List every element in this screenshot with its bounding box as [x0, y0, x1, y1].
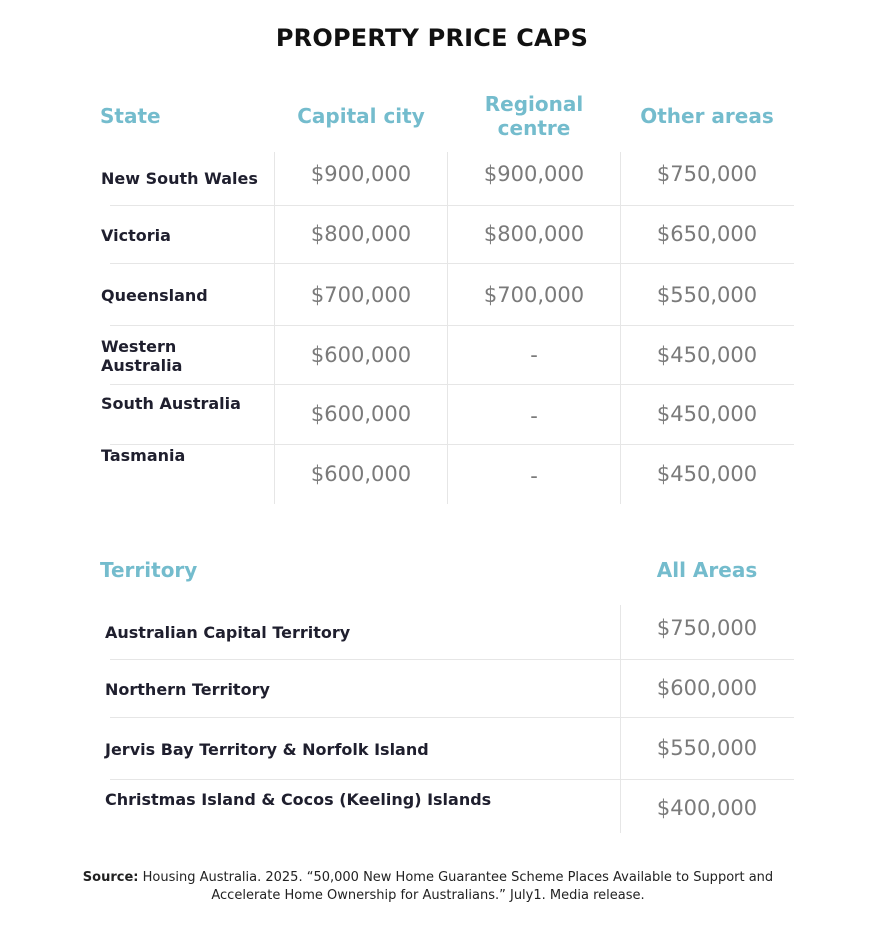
row-divider [110, 384, 794, 385]
capital-city-cap: $600,000 [310, 462, 412, 486]
row-divider [110, 717, 794, 718]
capital-city-cap: $700,000 [310, 283, 412, 307]
header-regional-centre [448, 92, 620, 140]
all-areas-cap: $600,000 [656, 676, 758, 700]
territory-name: Australian Capital Territory [105, 623, 351, 642]
source-text-line1: Housing Australia. 2025. “50,000 New Home Guarantee Scheme Places Available to Support and [142, 870, 774, 885]
header-other-areas: Other areas [640, 104, 774, 128]
other-areas-cap: $450,000 [656, 343, 758, 367]
regional-centre-cap: - [530, 464, 538, 488]
source-label: Source: [82, 870, 139, 885]
source-text-line2: Accelerate Home Ownership for Australians.” July1. Media release. [211, 888, 645, 903]
row-divider [110, 779, 794, 780]
other-areas-cap: $450,000 [656, 462, 758, 486]
header-state: State [100, 104, 161, 128]
state-name-line2: Australia [101, 356, 183, 375]
other-areas-cap: $550,000 [656, 283, 758, 307]
other-areas-cap: $650,000 [656, 222, 758, 246]
state-name: South Australia [101, 394, 241, 413]
capital-city-cap: $900,000 [310, 162, 412, 186]
capital-city-cap: $600,000 [310, 402, 412, 426]
header-regional-line1: Regional [484, 92, 584, 116]
capital-city-cap: $600,000 [310, 343, 412, 367]
source-citation [40, 869, 816, 905]
page-title: PROPERTY PRICE CAPS [275, 24, 589, 52]
row-divider [110, 659, 794, 660]
territory-name: Northern Territory [105, 680, 270, 699]
row-divider [110, 325, 794, 326]
source-line1 [40, 869, 816, 887]
all-areas-cap: $550,000 [656, 736, 758, 760]
header-regional-line2: centre [497, 116, 571, 140]
regional-centre-cap: - [530, 404, 538, 428]
other-areas-cap: $750,000 [656, 162, 758, 186]
state-name: Victoria [101, 226, 171, 245]
state-name-line1: Western [101, 337, 177, 356]
regional-centre-cap: $900,000 [483, 162, 585, 186]
all-areas-cap: $750,000 [656, 616, 758, 640]
header-capital-city: Capital city [297, 104, 425, 128]
territory-name: Christmas Island & Cocos (Keeling) Islands [105, 790, 492, 809]
state-name: Queensland [101, 286, 208, 305]
row-divider [110, 205, 794, 206]
regional-centre-cap: $700,000 [483, 283, 585, 307]
row-divider [110, 444, 794, 445]
other-areas-cap: $450,000 [656, 402, 758, 426]
row-divider [110, 263, 794, 264]
regional-centre-cap: - [530, 343, 538, 367]
state-name: New South Wales [101, 169, 258, 188]
header-territory: Territory [100, 558, 198, 582]
regional-centre-cap: $800,000 [483, 222, 585, 246]
capital-city-cap: $800,000 [310, 222, 412, 246]
territory-name: Jervis Bay Territory & Norfolk Island [105, 740, 429, 759]
state-name: Tasmania [101, 446, 186, 465]
all-areas-cap: $400,000 [656, 796, 758, 820]
header-all-areas: All Areas [656, 558, 758, 582]
state-name [101, 337, 182, 375]
